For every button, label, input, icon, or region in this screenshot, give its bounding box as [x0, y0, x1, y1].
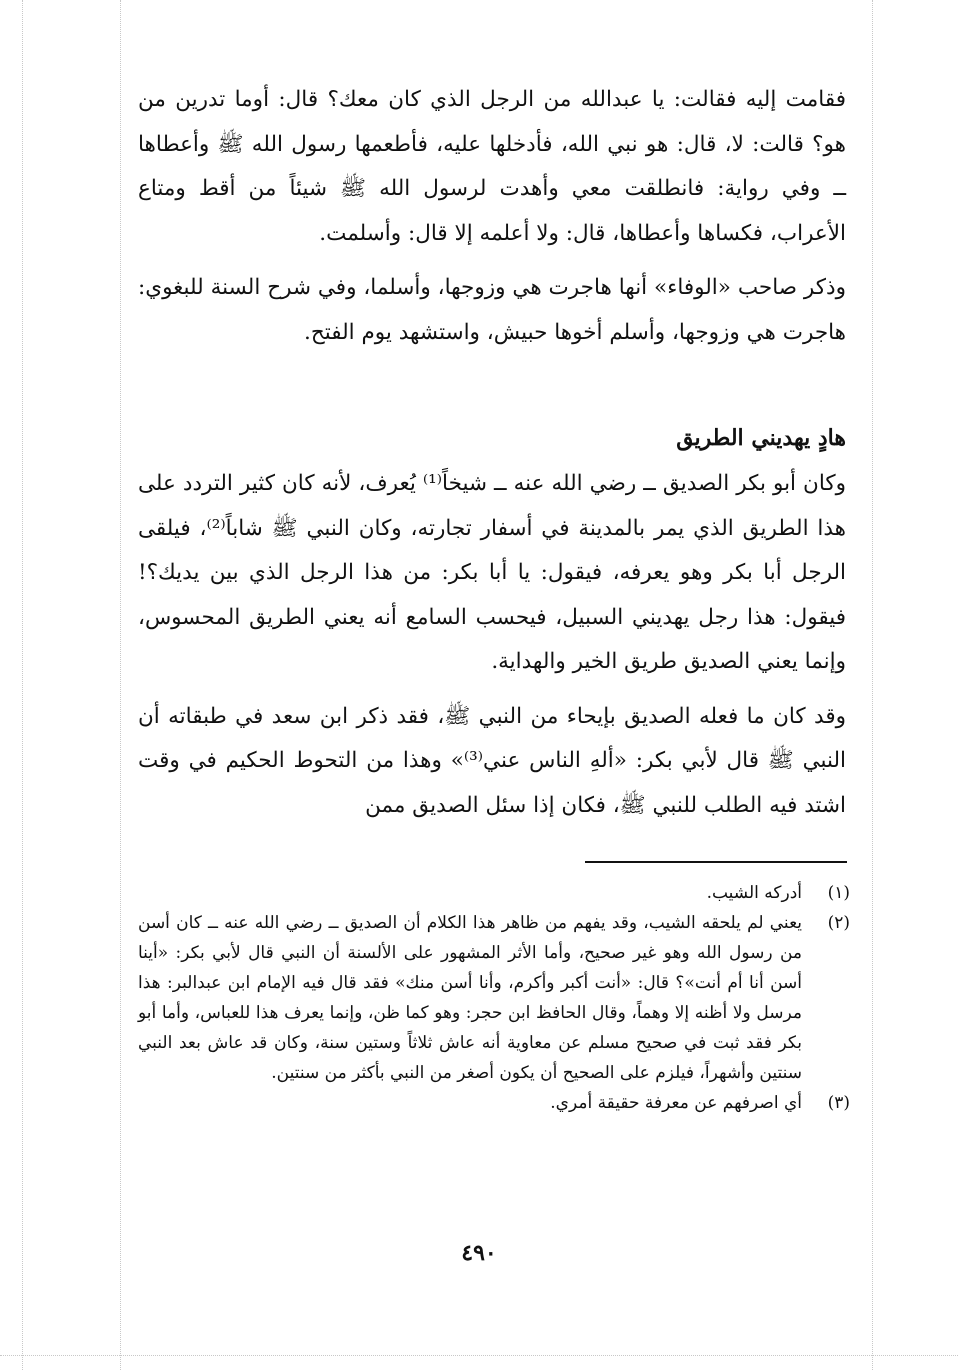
- guide-line-inner-right: [872, 0, 873, 1370]
- footnote-1: [138, 878, 850, 908]
- footnote-number: (٣): [827, 1093, 850, 1113]
- paragraph-2: وذكر صاحب «الوفاء» أنها هاجرت هي وزوجها، وأسلما، وفي شرح السنة للبغوي: هاجرت هي وزوجها، وأسلم أخوها حبيش، واستشهد يوم الفتح.: [138, 275, 846, 345]
- opening-text: [138, 78, 846, 355]
- footnotes: [138, 878, 850, 1118]
- guide-line-inner-left: [120, 0, 121, 1370]
- footnote-text: أدركه الشيب.: [706, 883, 802, 903]
- footnote-text: يعني لم يلحقه الشيب، وقد يفهم من ظاهر هذا الكلام أن الصديق ــ رضي الله عنه ــ كان أسن من رسول الله وهو غير صحيح، وأما الأثر المشهور على الألسنة أن النبي قال لأبي بكر: «أينا أسن أنا أم أنت»؟ قال: «أنت أكبر وأكرم، وأنا أسن منك» فقد قال فيه الإمام ابن عبدالبر: هذا مرسل ولا أظنه إلا وهماً، وقال الحافظ ابن حجر: وهو كما ظن، وإنما يعرف هذا للعباس، وأما أبو بكر فقد ثبت في صحيح مسلم عن معاوية أنه عاش ثلاثاً وستين سنة، وكان قد عاش بعد النبي سنتين وأشهراً، فيلزم على الصحيح أن يكون أصغر من النبي بأكثر من سنتين.: [138, 913, 802, 1083]
- footnote-number: (٢): [827, 913, 850, 933]
- page-number: ٤٩٠: [461, 1240, 497, 1266]
- section-paragraph-2: وقد كان ما فعله الصديق بإيحاء من النبي ﷺ، فقد ذكر ابن سعد في طبقاته أن النبي ﷺ قال لأبي بكر: «ألهِ الناس عني⁽³⁾» وهذا من التحوط الحكيم في وقت اشتد فيه الطلب للنبي ﷺ، فكان إذا سئل الصديق ممن: [138, 703, 846, 818]
- section-heading: هادٍ يهديني الطريق: [676, 425, 846, 451]
- guide-line-bottom: [0, 1355, 958, 1356]
- footnote-3: [138, 1088, 850, 1118]
- section-text: [138, 462, 846, 828]
- footnote-number: (١): [827, 883, 850, 903]
- footnote-text: أي اصرفهم عن معرفة حقيقة أمري.: [550, 1093, 802, 1113]
- footnote-2: [138, 908, 850, 1088]
- paragraph-1: فقامت إليه فقالت: يا عبدالله من الرجل الذي كان معك؟ قال: أوما تدرين من هو؟ قالت: لا، قال: هو نبي الله، فأدخلها عليه، فأطعمها رسول الله ﷺ وأعطاها ــ وفي رواية: فانطلقت معي وأهدت لرسول الله ﷺ شيئاً من أقط ومتاع الأعراب، فكساها وأعطاها، قال: ولا أعلمه إلا قال: وأسلمت.: [138, 87, 846, 246]
- section-paragraph-1: وكان أبو بكر الصديق ــ رضي الله عنه ــ شيخاً⁽¹⁾ يُعرف، لأنه كان كثير التردد على هذا الطريق الذي يمر بالمدينة في أسفار تجارته، وكان النبي ﷺ شاباً⁽²⁾، فيلقى الرجل أبا بكر وهو يعرفه، فيقول: يا أبا بكر: من هذا الرجل الذي بين يديك؟! فيقول: هذا رجل يهديني السبيل، فيحسب السامع أنه يعني الطريق المحسوس، وإنما يعني الصديق طريق الخير والهداية.: [138, 471, 847, 674]
- footnote-separator: [585, 861, 847, 863]
- guide-line-left: [22, 0, 23, 1370]
